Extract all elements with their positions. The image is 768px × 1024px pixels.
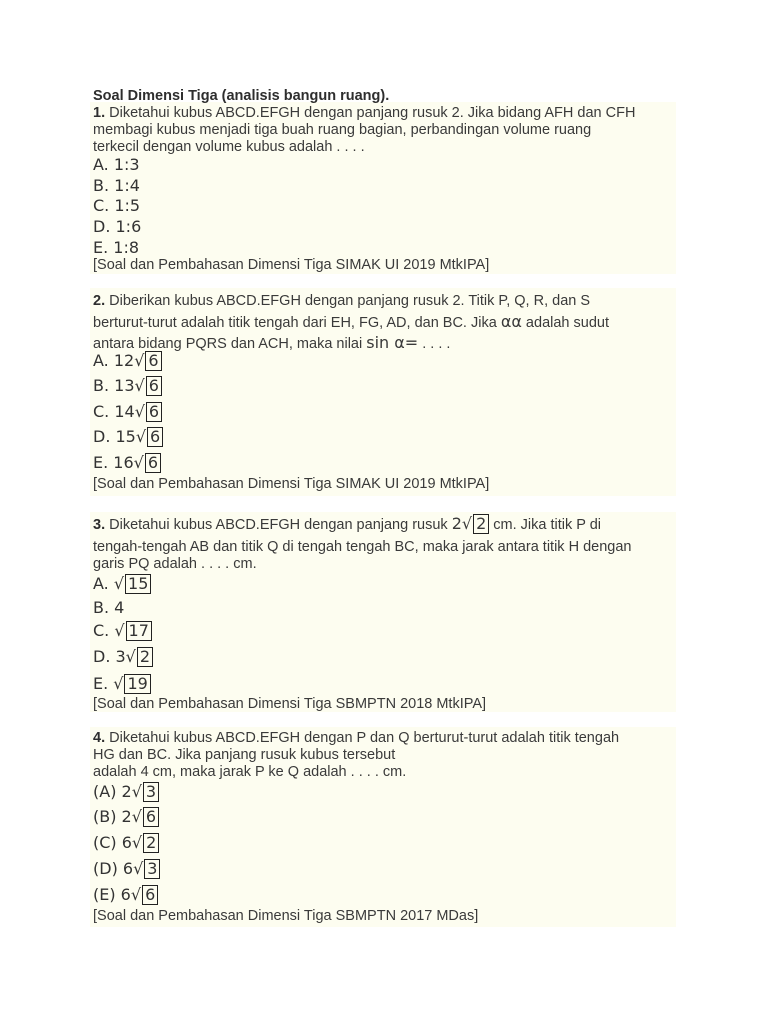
question-2-text: 2. Diberikan kubus ABCD.EFGH dengan panjang rusuk 2. Titik P, Q, R, dan S berturut-turut adalah titik tengah dari EH, FG, AD, dan BC. Jika αα adalah sudut antara bidang PQRS dan ACH, maka nilai sin α= . . . . xyxy=(93,293,609,352)
option-b: B. 13√ 6 xyxy=(93,376,162,396)
question-line: terkecil dengan volume kubus adalah . . . . xyxy=(93,139,365,155)
question-line: Diberikan kubus ABCD.EFGH dengan panjang rusuk 2. Titik P, Q, R, dan S xyxy=(109,293,591,309)
radicand-box: 6 xyxy=(147,427,163,447)
radicand-box: 6 xyxy=(145,351,161,371)
question-1-text xyxy=(93,105,678,156)
radicand-box: 6 xyxy=(143,807,159,827)
page-title: Soal Dimensi Tiga (analisis bangun ruang). xyxy=(93,88,390,104)
option-c: (C) 6√ 2 xyxy=(93,833,159,853)
question-number: 4. xyxy=(93,730,106,746)
option-c: C. √ 17 xyxy=(93,621,152,641)
question-number: 2. xyxy=(93,293,106,309)
option-e: (E) 6√ 6 xyxy=(93,885,158,905)
option-a: A. 1:3 xyxy=(93,155,140,174)
option-b: (B) 2√ 6 xyxy=(93,807,159,827)
radicand-box: 17 xyxy=(126,621,152,641)
question-line: membagi kubus menjadi tiga buah ruang bagian, perbandingan volume ruang xyxy=(93,122,592,138)
radicand-box: 19 xyxy=(124,674,150,694)
option-d: D. 3√ 2 xyxy=(93,647,153,667)
radicand-box: 3 xyxy=(144,859,160,879)
radicand-box: 6 xyxy=(145,453,161,473)
option-a: A. 12√ 6 xyxy=(93,351,162,371)
option-d: (D) 6√ 3 xyxy=(93,859,160,879)
option-c: C. 14√ 6 xyxy=(93,402,162,422)
question-3-source: [Soal dan Pembahasan Dimensi Tiga SBMPTN 2018 MtkIPA] xyxy=(93,696,487,712)
option-a: (A) 2√ 3 xyxy=(93,782,159,802)
question-number: 1. xyxy=(93,105,106,121)
math-alpha: αα xyxy=(500,311,522,331)
question-line: Diketahui kubus ABCD.EFGH dengan panjang rusuk xyxy=(109,517,452,533)
radicand-box: 6 xyxy=(146,402,162,422)
option-d: D. 15√ 6 xyxy=(93,427,163,447)
option-b: B. 1:4 xyxy=(93,176,140,195)
radicand-box: 2 xyxy=(137,647,153,667)
question-3-text: 3. Diketahui kubus ABCD.EFGH dengan panjang rusuk 2√ 2 cm. Jika titik P di xyxy=(93,514,601,533)
question-4-text xyxy=(93,730,678,781)
question-number: 3. xyxy=(93,517,106,533)
math-2-root: 2√ xyxy=(451,514,473,533)
option-b: B. 4 xyxy=(93,598,125,617)
radicand-box: 6 xyxy=(142,885,158,905)
option-a: A. √ 15 xyxy=(93,574,151,594)
question-line: Diketahui kubus ABCD.EFGH dengan panjang rusuk 2. Jika bidang AFH dan CFH xyxy=(109,105,636,121)
question-line: berturut-turut adalah titik tengah dari EH, FG, AD, dan BC. Jika xyxy=(93,314,501,331)
radicand-box: 2 xyxy=(143,833,159,853)
radicand-box: 6 xyxy=(146,376,162,396)
question-4-source: [Soal dan Pembahasan Dimensi Tiga SBMPTN 2017 MDas] xyxy=(93,908,479,924)
question-line: Diketahui kubus ABCD.EFGH dengan P dan Q berturut-turut adalah titik tengah xyxy=(109,730,620,746)
question-line: garis PQ adalah . . . . cm. xyxy=(93,556,257,572)
question-1-source: [Soal dan Pembahasan Dimensi Tiga SIMAK UI 2019 MtkIPA] xyxy=(93,257,490,273)
question-line: adalah 4 cm, maka jarak P ke Q adalah . . . . cm. xyxy=(93,764,407,780)
math-sin-alpha: sin α= xyxy=(366,333,419,352)
question-line: HG dan BC. Jika panjang rusuk kubus tersebut xyxy=(93,747,396,763)
question-3-text-cont xyxy=(93,539,678,573)
question-line: tengah-tengah AB dan titik Q di tengah tengah BC, maka jarak antara titik H dengan xyxy=(93,539,632,555)
radicand-box: 15 xyxy=(125,574,151,594)
radicand-box: 2 xyxy=(473,514,489,534)
option-e: E. 16√ 6 xyxy=(93,453,161,473)
option-e: E. 1:8 xyxy=(93,238,140,257)
question-line: antara bidang PQRS dan ACH, maka nilai xyxy=(93,336,367,352)
option-d: D. 1:6 xyxy=(93,217,142,236)
radicand-box: 3 xyxy=(143,782,159,802)
question-2-source: [Soal dan Pembahasan Dimensi Tiga SIMAK UI 2019 MtkIPA] xyxy=(93,476,490,492)
option-c: C. 1:5 xyxy=(93,196,141,215)
option-e: E. √ 19 xyxy=(93,674,151,694)
